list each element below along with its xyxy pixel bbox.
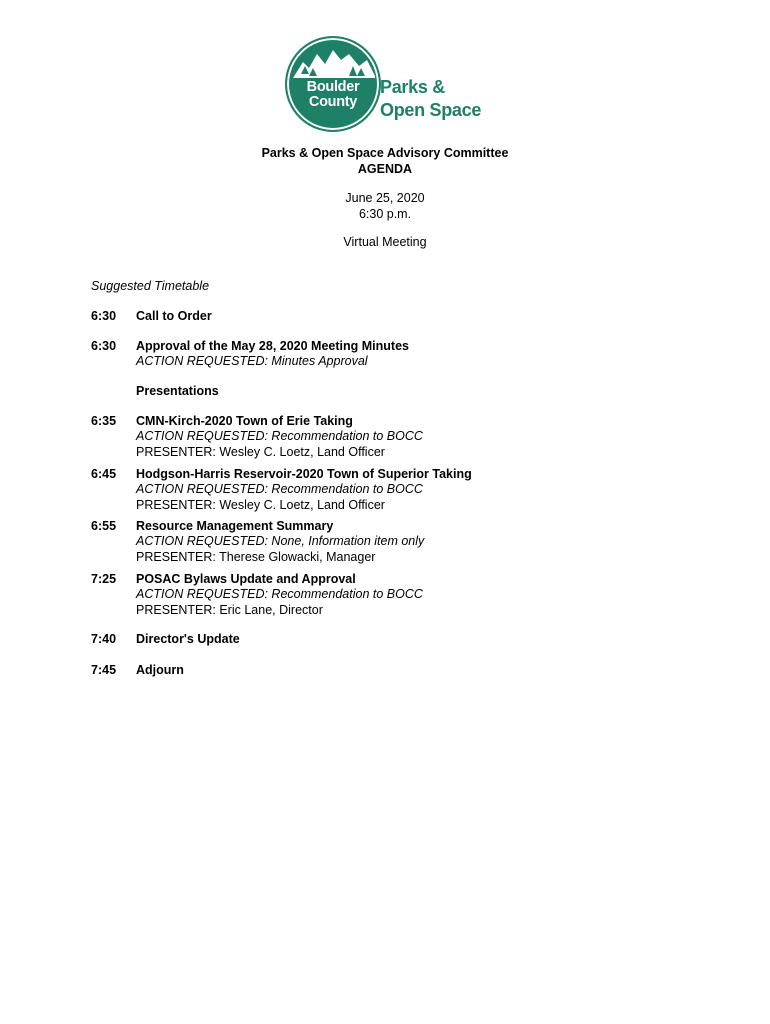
- boulder-county-parks-logo: [285, 36, 485, 132]
- agenda-item-title: Hodgson-Harris Reservoir-2020 Town of Superior Taking: [136, 467, 472, 481]
- agenda-item-time: 7:40: [91, 632, 117, 646]
- timetable-label: Suggested Timetable: [91, 279, 210, 293]
- agenda-item-title: Resource Management Summary: [136, 519, 334, 533]
- agenda-item-time: 7:25: [91, 572, 117, 586]
- agenda-item-title: Director's Update: [136, 632, 240, 646]
- logo-county-name: [287, 80, 379, 110]
- agenda-item-presenter: PRESENTER: Wesley C. Loetz, Land Officer: [136, 497, 385, 512]
- agenda-item-action: ACTION REQUESTED: None, Information item only: [136, 534, 425, 549]
- agenda-item-time: 7:45: [91, 663, 117, 677]
- logo-dept-line2: Open Space: [380, 100, 482, 120]
- agenda-item-time: 6:45: [91, 467, 117, 481]
- meeting-time: 6:30 p.m.: [358, 207, 412, 221]
- agenda-item-presenter: PRESENTER: Therese Glowacki, Manager: [136, 549, 376, 564]
- agenda-item-action: ACTION REQUESTED: Recommendation to BOCC: [136, 587, 423, 602]
- agenda-item-action: ACTION REQUESTED: Recommendation to BOCC: [136, 429, 423, 444]
- agenda-item-title: Adjourn: [136, 663, 184, 677]
- logo-county-line1: Boulder: [306, 79, 360, 95]
- logo-county-line2: County: [308, 94, 358, 110]
- meeting-datetime: [0, 190, 770, 222]
- agenda-item-time: 6:30: [91, 339, 117, 353]
- agenda-item-title: Call to Order: [136, 309, 212, 323]
- document-title: [0, 145, 770, 177]
- logo-emblem: [285, 36, 381, 132]
- committee-name: Parks & Open Space Advisory Committee: [261, 146, 509, 160]
- presentations-heading: Presentations: [136, 384, 219, 398]
- agenda-item-title: Approval of the May 28, 2020 Meeting Minutes: [136, 339, 409, 353]
- logo-dept-line1: Parks &: [380, 77, 445, 97]
- agenda-item-title: CMN-Kirch-2020 Town of Erie Taking: [136, 414, 353, 428]
- agenda-item-time: 6:55: [91, 519, 117, 533]
- agenda-item-time: 6:30: [91, 309, 117, 323]
- meeting-date: June 25, 2020: [345, 191, 425, 205]
- agenda-heading: AGENDA: [357, 162, 413, 176]
- agenda-item-presenter: PRESENTER: Wesley C. Loetz, Land Officer: [136, 444, 385, 459]
- agenda-item-time: 6:35: [91, 414, 117, 428]
- agenda-item-presenter: PRESENTER: Eric Lane, Director: [136, 602, 323, 617]
- agenda-item-title: POSAC Bylaws Update and Approval: [136, 572, 356, 586]
- agenda-item-action: ACTION REQUESTED: Recommendation to BOCC: [136, 482, 423, 497]
- meeting-location: Virtual Meeting: [343, 235, 427, 249]
- logo-department-name: [380, 76, 481, 122]
- agenda-item-action: ACTION REQUESTED: Minutes Approval: [136, 354, 368, 369]
